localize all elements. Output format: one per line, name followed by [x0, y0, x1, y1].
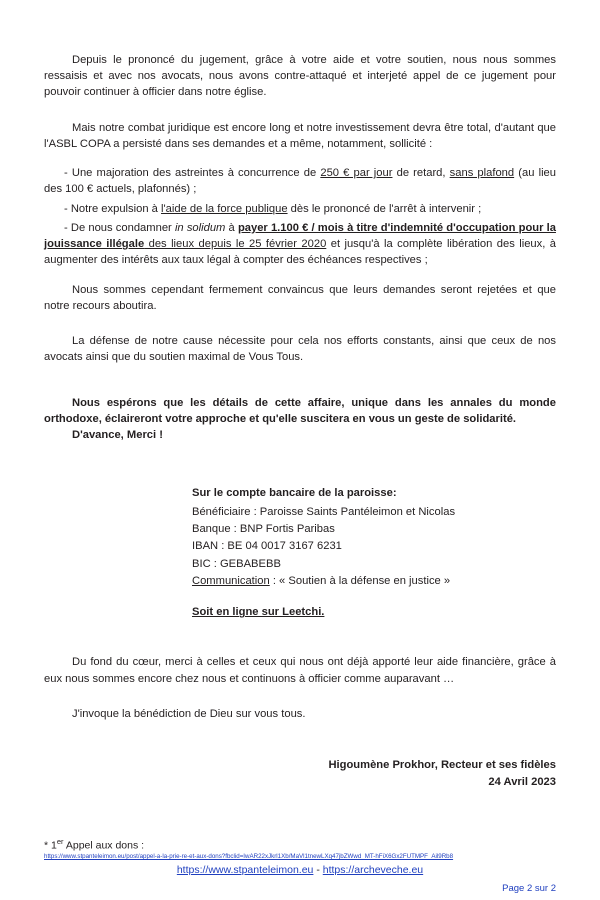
list-item-1-text-b: 250 € par jour [320, 167, 393, 180]
list-item-1-text-c: de retard, [392, 167, 450, 180]
bank-details-block [192, 485, 556, 590]
footer-links [0, 860, 600, 878]
list-item-1-text-e: (au lieu des 100 € actuels, plafonnés) ; [44, 167, 556, 196]
bank-beneficiary: Bénéficiaire : Paroisse Saints Pantéleimon et Nicolas [192, 505, 456, 518]
list-item-2-text-a: - Notre expulsion à [64, 202, 162, 215]
bank-communication [192, 573, 556, 590]
paragraph-7: Du fond du cœur, merci à celles et ceux qui nous ont déjà apporté leur aide financière, grâce à eux nous sommes encore chez nous et continuons à officier comme auparavant … [44, 656, 556, 685]
footer-separator: - [313, 864, 323, 876]
list-item-3-text-d: payer 1.100 € / mois à titre d'indemnité d'occupation pour la jouissance illégale [44, 221, 556, 251]
spacer [44, 379, 556, 395]
footnote-text: Appel aux dons : [63, 839, 145, 852]
bank-communication-value: : « Soutien à la défense en justice » [269, 575, 451, 588]
list-item-1-text-a: - Une majoration des astreintes à concurrence de [64, 167, 321, 180]
page-number: Page 2 sur 2 [502, 883, 556, 894]
list-item-3-text-f: 25 février 2020 [249, 238, 327, 251]
bank-communication-label: Communication [192, 575, 270, 588]
list-item-3-text-b: in solidum [174, 221, 226, 234]
footnote [44, 837, 556, 861]
list-item-2-text-b: l'aide de la force publique [161, 202, 288, 215]
paragraph-1: Depuis le prononcé du jugement, grâce à votre aide et votre soutien, nous nous sommes ressaisis et avec nos avocats, nous avons contre-attaqué et interjeté appel de ce jugement pour pouvoir continuer à officier dans notre église. [44, 54, 556, 99]
bank-name: Banque : BNP Fortis Paribas [192, 522, 335, 535]
footnote-marker-suffix: er [56, 836, 64, 846]
bank-details-title: Sur le compte bancaire de la paroisse: [192, 487, 397, 500]
spacer [44, 791, 556, 837]
footnote-marker: * 1 [44, 839, 57, 852]
signature-name: Higoumène Prokhor, Recteur et ses fidèles [328, 759, 556, 772]
footer-link-stpanteleimon[interactable]: https://www.stpanteleimon.eu [176, 864, 314, 876]
list-item-1-text-d: sans plafond [449, 167, 515, 180]
list-item-3-text-c: à [225, 221, 238, 234]
spacer [44, 735, 556, 757]
list-item-1 [44, 165, 556, 197]
footer-link-archeveche[interactable]: https://archeveche.eu [322, 864, 424, 876]
spacer [44, 443, 556, 485]
list-item-3 [44, 220, 556, 269]
paragraph-thanks: D'avance, Merci ! [72, 428, 163, 441]
signature-date: 24 Avril 2023 [488, 775, 556, 788]
bank-bic: BIC : GEBABEBB [192, 557, 281, 570]
paragraph-3: Nous sommes cependant fermement convaincus que leurs demandes seront rejetées et que notre recours aboutira. [44, 283, 556, 312]
list-item-3-text-a: - De nous condamner [64, 221, 175, 234]
paragraph-4: La défense de notre cause nécessite pour cela nos efforts constants, ainsi que ceux de nos avocats ainsi que du soutien maximal de Vous Tous. [44, 335, 556, 364]
bank-iban: IBAN : BE 04 0017 3167 6231 [192, 540, 342, 553]
list-item-2-text-c: dès le prononcé de l'arrêt à intervenir ; [287, 202, 482, 215]
list-item-3-text-e: des lieux depuis le [144, 238, 250, 251]
paragraph-2: Mais notre combat juridique est encore long et notre investissement devra être total, d'autant que l'ASBL COPA a persisté dans ses demandes et a même, notamment, sollicité : [44, 121, 556, 150]
leetchi-link[interactable]: Soit en ligne sur Leetchi. [192, 606, 325, 619]
list-item-3-text-g: et jusqu'à la complète libération des lieux, à augmenter des intérêts aux taux légal à compter des échéances respectives ; [44, 238, 556, 267]
footnote-url[interactable]: https://www.stpanteleimon.eu/post/appel-a-la-prie-re-et-aux-dons?fbclid=IwAR22xJkrl1Xb/MaVl1tnewLXq47jbZWwd_MT-hFiX6Gx2FUTMPF_Ail9Rb8 [44, 853, 454, 861]
spacer [44, 618, 556, 654]
demands-list [44, 165, 556, 268]
paragraph-hope: Nous espérons que les détails de cette affaire, unique dans les annales du monde orthodoxe, éclaireront votre approche et qu'elle suscitera en vous un geste de solidarité. [44, 396, 556, 425]
paragraph-8: J'invoque la bénédiction de Dieu sur vous tous. [72, 707, 306, 720]
spacer [44, 272, 556, 282]
list-item-2 [44, 201, 556, 217]
